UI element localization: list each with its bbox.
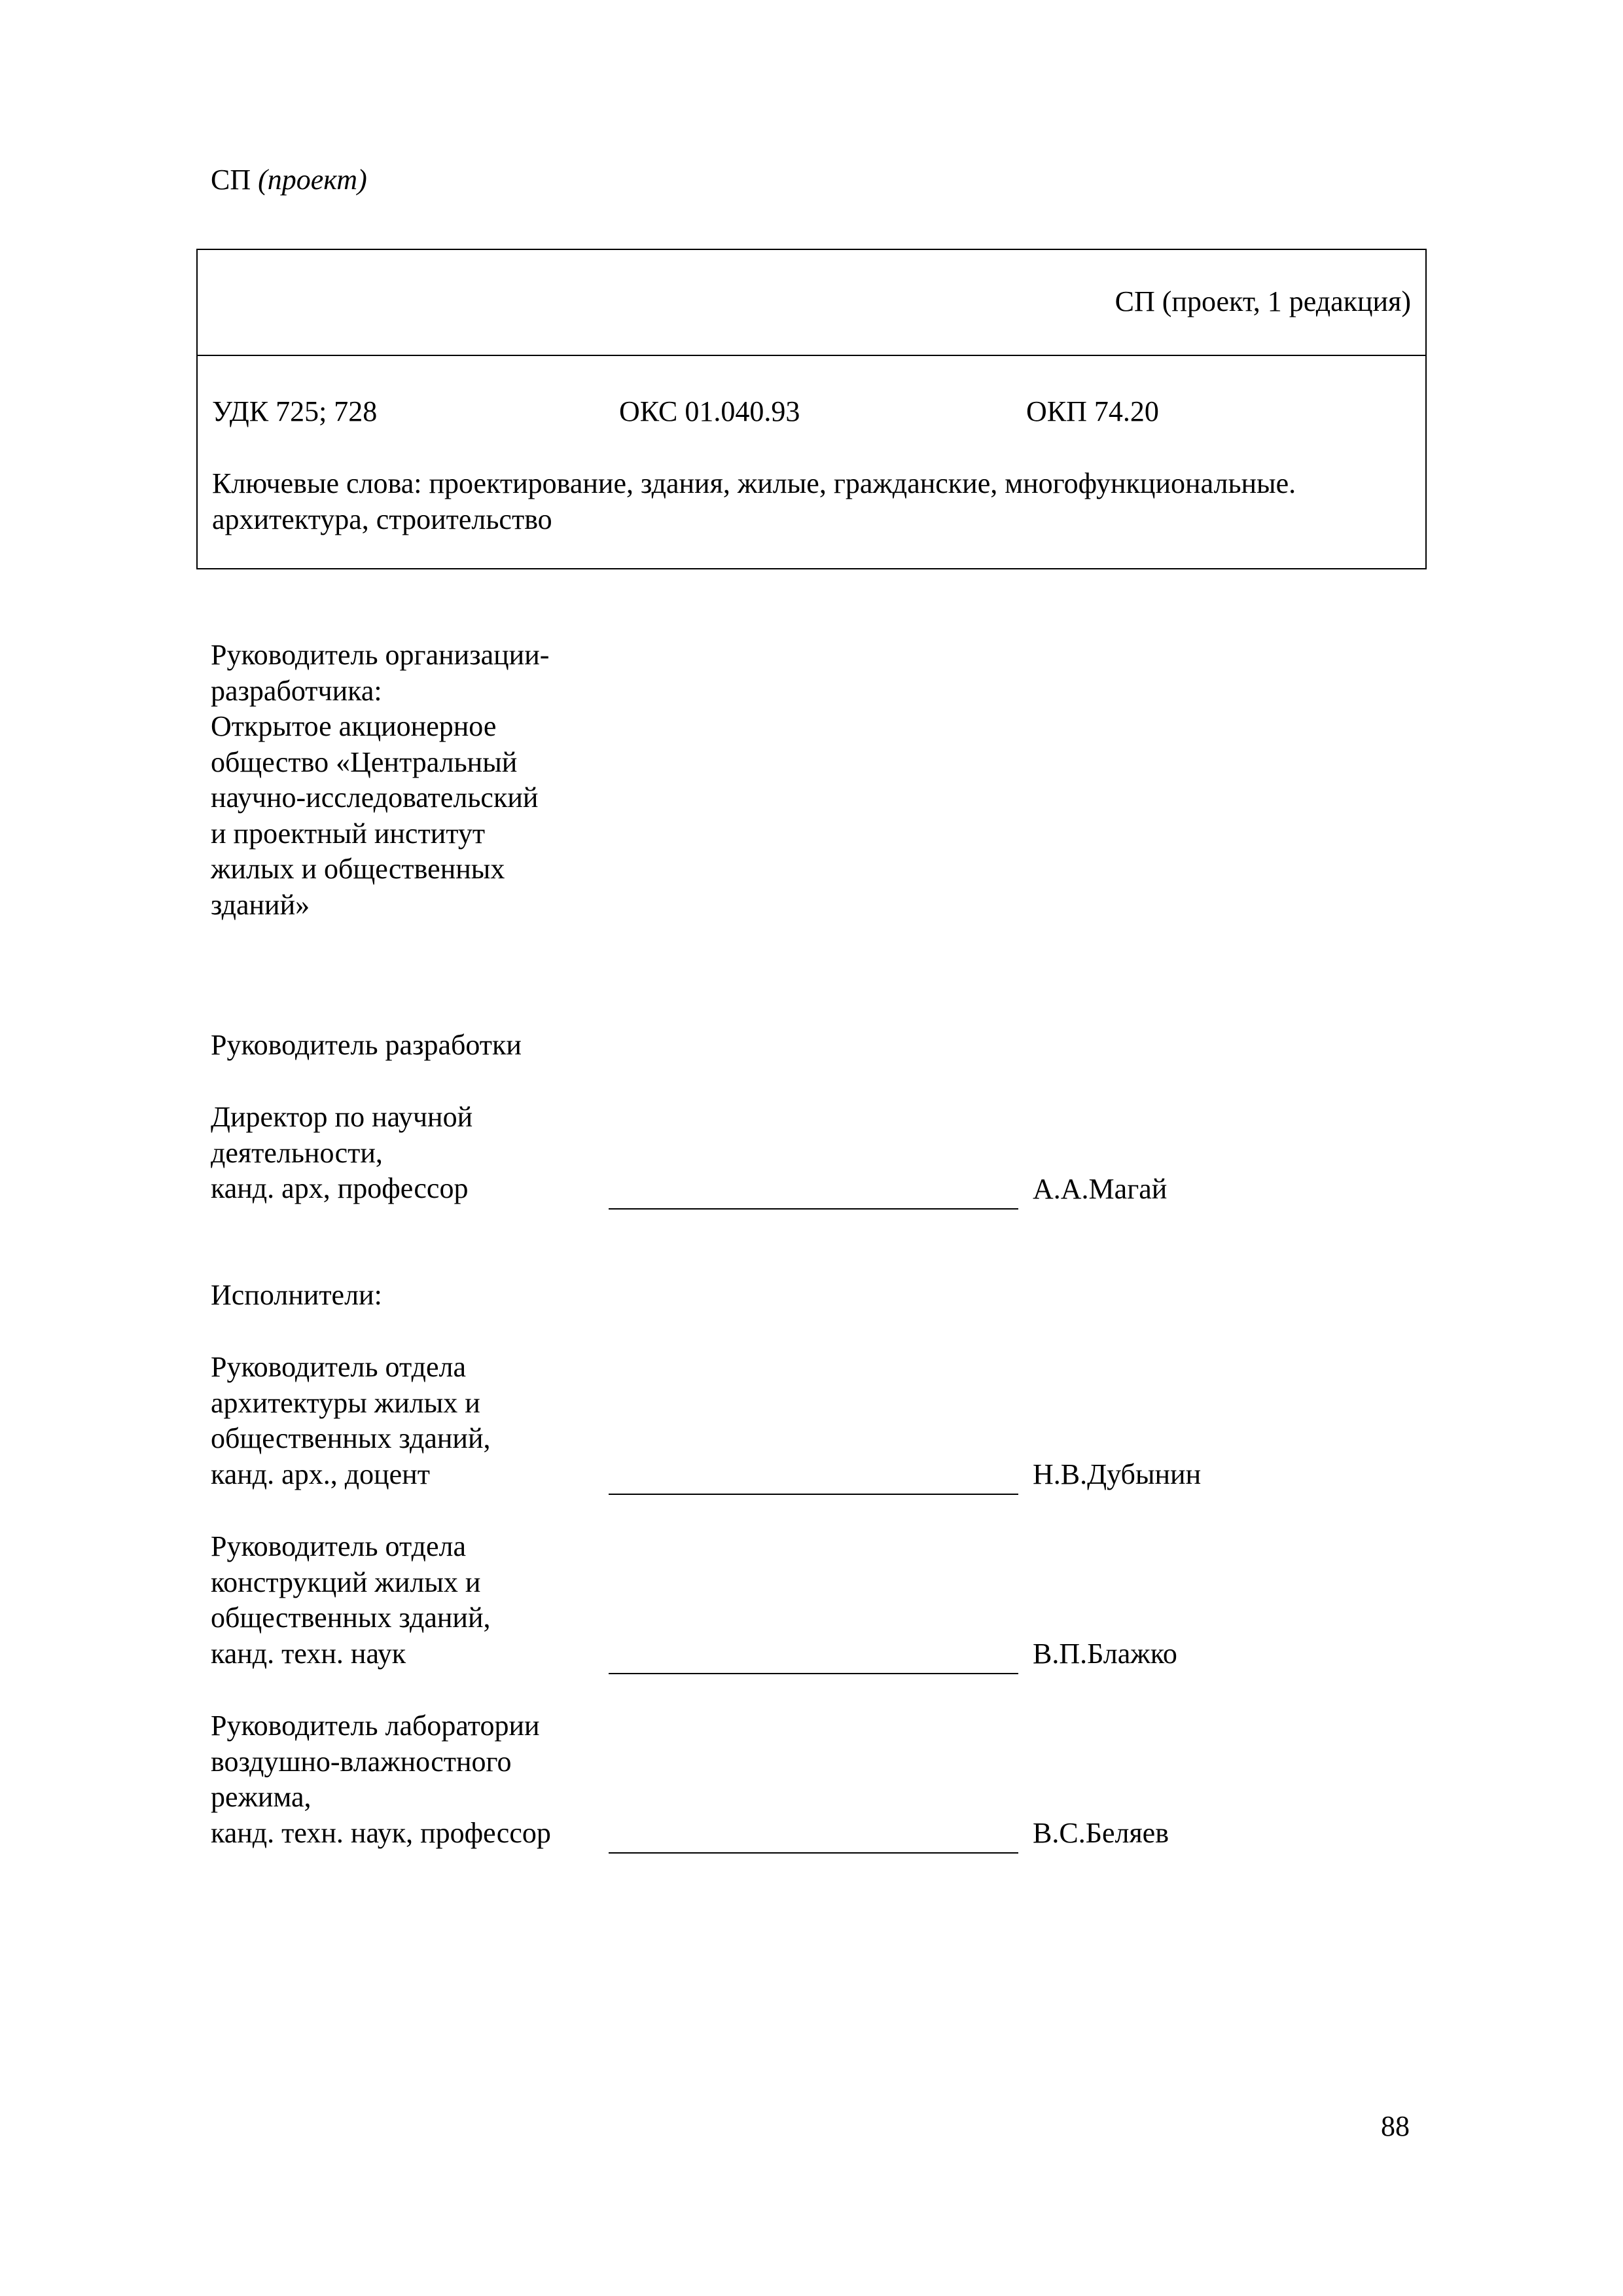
text-line: воздушно-влажностного bbox=[211, 1745, 512, 1778]
lead-heading: Руководитель разработки bbox=[211, 1029, 522, 1061]
udk-code: УДК 725; 728 bbox=[212, 395, 378, 427]
text-line: деятельности, bbox=[211, 1136, 383, 1169]
signatory-name: В.П.Блажко bbox=[1033, 1638, 1177, 1670]
text-line: Открытое акционерное bbox=[211, 710, 497, 743]
text-line: зданий» bbox=[211, 888, 310, 921]
text-line: Руководитель отдела bbox=[211, 1530, 467, 1562]
text-line: канд. техн. наук, профессор bbox=[211, 1816, 551, 1849]
signature-line bbox=[609, 1852, 1018, 1854]
text-line: общественных зданий, bbox=[211, 1422, 491, 1455]
organization-block bbox=[211, 637, 549, 923]
page-number: 88 bbox=[1381, 2110, 1410, 2142]
text-line: конструкций жилых и bbox=[211, 1566, 481, 1598]
header-suffix: (проект) bbox=[258, 164, 367, 196]
okp-code: ОКП 74.20 bbox=[1026, 395, 1159, 427]
text-line: режима, bbox=[211, 1781, 312, 1814]
signatory-name: В.С.Беляев bbox=[1033, 1817, 1169, 1849]
text-line: Директор по научной bbox=[211, 1101, 473, 1133]
edition-label: СП (проект, 1 редакция) bbox=[1115, 285, 1411, 317]
performer-position bbox=[211, 1708, 551, 1851]
header-prefix: СП bbox=[211, 164, 251, 196]
edition-box bbox=[196, 249, 1427, 356]
signatory-name: А.А.Магай bbox=[1033, 1173, 1168, 1205]
classification-box bbox=[196, 355, 1427, 569]
oks-code: ОКС 01.040.93 bbox=[619, 395, 800, 427]
text-line: общественных зданий, bbox=[211, 1602, 491, 1634]
text-line: канд. техн. наук bbox=[211, 1637, 406, 1670]
text-line: Руководитель отдела bbox=[211, 1351, 467, 1383]
text-line: и проектный институт bbox=[211, 817, 486, 850]
performers-heading: Исполнители: bbox=[211, 1279, 382, 1311]
performer-position bbox=[211, 1350, 491, 1492]
text-line: канд. арх, профессор bbox=[211, 1172, 469, 1205]
performer-position bbox=[211, 1529, 491, 1672]
signature-line bbox=[609, 1208, 1018, 1210]
text-line: разработчика: bbox=[211, 674, 382, 707]
text-line: Руководитель организации- bbox=[211, 639, 550, 671]
text-line: общество «Центральный bbox=[211, 745, 518, 778]
signature-line bbox=[609, 1494, 1018, 1495]
running-header bbox=[211, 162, 367, 198]
signature-line bbox=[609, 1673, 1018, 1674]
text-line: научно-исследовательский bbox=[211, 781, 539, 814]
keywords: Ключевые слова: проектирование, здания, жилые, гражданские, многофункциональные. архитектура, строительство bbox=[212, 467, 1296, 535]
text-line: Руководитель лаборатории bbox=[211, 1710, 540, 1742]
lead-position bbox=[211, 1100, 473, 1207]
text-line: канд. арх., доцент bbox=[211, 1458, 430, 1490]
text-line: архитектуры жилых и bbox=[211, 1386, 480, 1419]
signatory-name: Н.В.Дубынин bbox=[1033, 1458, 1202, 1490]
text-line: жилых и общественных bbox=[211, 853, 505, 886]
